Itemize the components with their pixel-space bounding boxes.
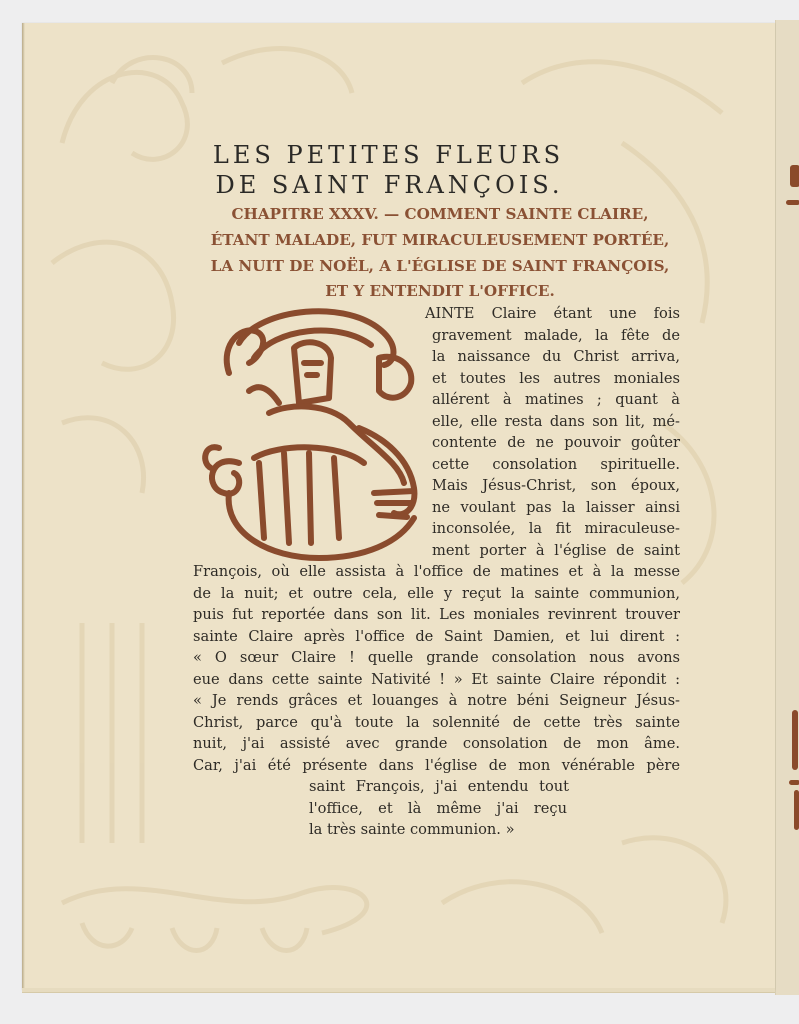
body-text-line: gravement malade, la fête de	[432, 327, 680, 344]
adjacent-page-ornament-fragment	[792, 710, 798, 770]
chapter-heading-line: CHAPITRE XXXV. — COMMENT SAINTE CLAIRE,	[231, 205, 649, 223]
chapter-heading-line: LA NUIT DE NOËL, A L'ÉGLISE DE SAINT FRANÇOIS,	[210, 257, 670, 275]
body-text-line: sainte Claire après l'office de Saint Damien, et lui dirent :	[193, 628, 680, 645]
deckled-edge	[22, 988, 775, 993]
body-text-closing-line: saint François, j'ai entendu tout	[309, 778, 569, 795]
book-title-line: DE SAINT FRANÇOIS.	[215, 171, 564, 199]
body-text-line: François, où elle assista à l'office de matines et à la messe	[193, 563, 680, 580]
body-text-line: AINTE Claire étant une fois	[425, 305, 680, 322]
chapter-heading-line: ÉTANT MALADE, FUT MIRACULEUSEMENT PORTÉE,	[210, 231, 670, 249]
body-text-line: cette consolation spirituelle.	[432, 456, 680, 473]
body-text-line: et toutes les autres moniales	[432, 370, 680, 387]
adjacent-page-edge	[775, 20, 799, 995]
body-text-line: nuit, j'ai assisté avec grande consolation de mon âme.	[193, 735, 680, 752]
body-text-line: inconsolée, la fit miraculeuse-	[432, 520, 680, 537]
body-text-closing-line: la très sainte communion. »	[309, 821, 515, 838]
adjacent-page-ornament-fragment	[786, 200, 799, 205]
body-text-line: ment porter à l'église de saint	[432, 542, 680, 559]
body-text-line: de la nuit; et outre cela, elle y reçut la sainte communion,	[193, 585, 680, 602]
book-page	[22, 23, 775, 990]
body-text-line: ne voulant pas la laisser ainsi	[432, 499, 680, 516]
body-text-line: « O sœur Claire ! quelle grande consolation nous avons	[193, 649, 680, 666]
body-text-line: eue dans cette sainte Nativité ! » Et sainte Claire répondit :	[193, 671, 680, 688]
body-text-line: la naissance du Christ arriva,	[432, 348, 680, 365]
adjacent-page-ornament-fragment	[790, 165, 799, 187]
body-text-line: Car, j'ai été présente dans l'église de mon vénérable père	[193, 757, 680, 774]
body-text-line: contente de ne pouvoir goûter	[432, 434, 680, 451]
chapter-heading-line: ET Y ENTENDIT L'OFFICE.	[325, 282, 555, 300]
adjacent-page-ornament-fragment	[794, 790, 799, 830]
body-text-line: elle, elle resta dans son lit, mé-	[432, 413, 680, 430]
ornamental-initial-s-icon	[199, 303, 434, 563]
body-text-closing-line: l'office, et là même j'ai reçu	[309, 800, 567, 817]
body-text-line: puis fut reportée dans son lit. Les moniales revinrent trouver	[193, 606, 680, 623]
adjacent-page-ornament-fragment	[789, 780, 799, 785]
body-text-line: Christ, parce qu'à toute la solennité de cette très sainte	[193, 714, 680, 731]
book-title-line: LES PETITES FLEURS	[212, 141, 565, 169]
body-text-line: Mais Jésus-Christ, son époux,	[432, 477, 680, 494]
body-text-line: allérent à matines ; quant à	[432, 391, 680, 408]
body-text-line: « Je rends grâces et louanges à notre béni Seigneur Jésus-	[193, 692, 680, 709]
